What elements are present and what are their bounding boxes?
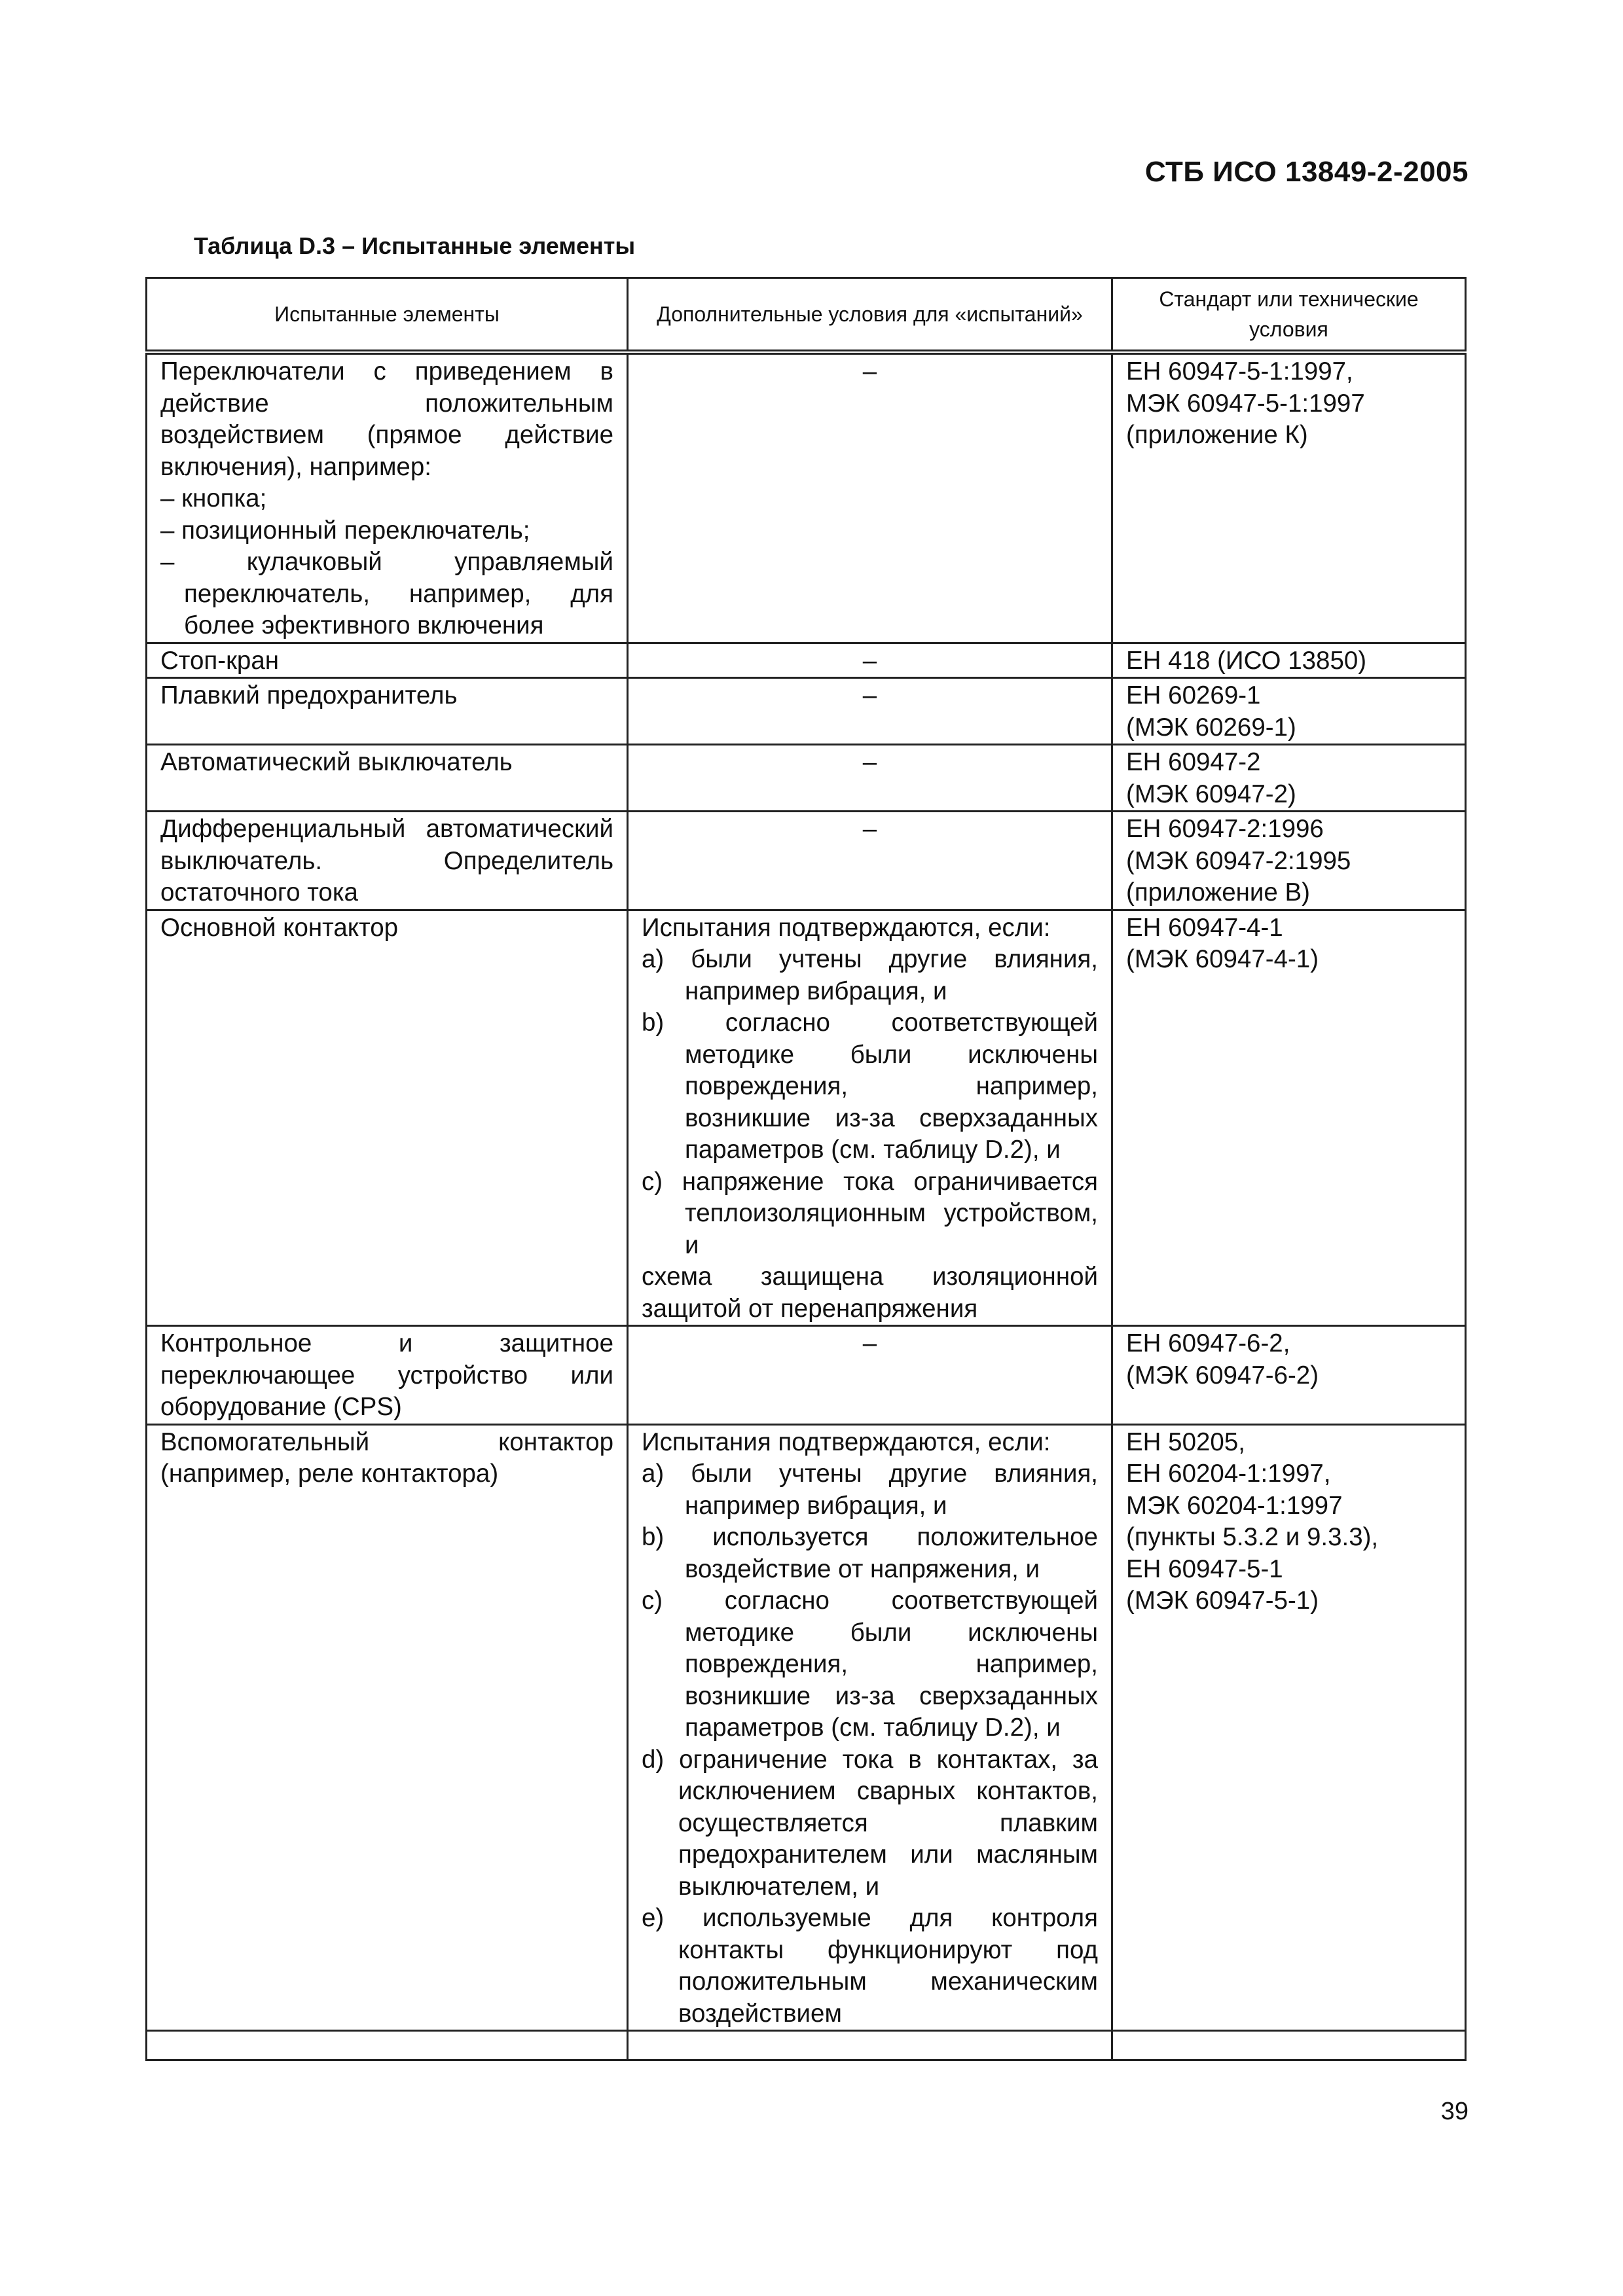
standard-cell [1112, 812, 1466, 910]
standard-line: ЕН 60947-5-1 [1126, 1554, 1283, 1583]
condition-item: c) согласно соответствующей методике были исключены повреждения, например, возникшие из-за сверхзаданных параметров (см. таблицу D.2), и [642, 1587, 1098, 1742]
tested-elements-table [145, 277, 1467, 2061]
element-text: Дифференциальный автоматический выключатель. Определитель остаточного тока [160, 815, 613, 906]
standard-line: (МЭК 60947-2) [1126, 780, 1296, 808]
document-code: СТБ ИСО 13849-2-2005 [1144, 156, 1468, 188]
table-row [147, 352, 1466, 643]
element-text: Плавкий предохранитель [160, 681, 458, 709]
standard-line: МЭК 60204-1:1997 [1126, 1491, 1343, 1520]
empty-cell [147, 2031, 628, 2060]
standard-line: ЕН 60947-4-1 [1126, 913, 1283, 942]
standard-cell [1112, 745, 1466, 812]
element-text: Вспомогательный контактор (например, реле контактора) [160, 1427, 613, 1488]
element-cell [147, 812, 628, 910]
condition-item: b) согласно соответствующей методике были исключены повреждения, например, возникшие из-за сверхзаданных параметров (см. таблицу D.2), и [642, 1009, 1098, 1164]
standard-cell [1112, 1424, 1466, 2031]
element-text: Переключатели с приведением в действие положительным воздействием (прямое действие включения), например: [160, 357, 613, 481]
standard-line: (МЭК 60947-4-1) [1126, 945, 1319, 973]
standard-line: ЕН 60947-5-1:1997, [1126, 357, 1353, 386]
standard-cell [1112, 678, 1466, 745]
condition-intro: Испытания подтверждаются, если: [642, 1427, 1051, 1456]
standard-line: ЕН 60204-1:1997, [1126, 1460, 1331, 1488]
standard-line: (пункты 5.3.2 и 9.3.3), [1126, 1523, 1379, 1551]
standard-cell [1112, 643, 1466, 678]
empty-cell [1112, 2031, 1466, 2060]
column-header-conditions: Дополнительные условия для «испытаний» [628, 278, 1112, 353]
standard-line: (МЭК 60947-6-2) [1126, 1361, 1319, 1390]
page-number: 39 [1440, 2098, 1468, 2125]
standard-line: (приложение К) [1126, 421, 1308, 449]
element-cell [147, 643, 628, 678]
condition-intro: Испытания подтверждаются, если: [642, 913, 1051, 942]
condition-note: схема защищена изоляционной защитой от перенапряжения [642, 1263, 1098, 1323]
element-list-item: – позиционный переключатель; [160, 516, 530, 545]
element-text: Основной контактор [160, 913, 399, 942]
table-frame [145, 277, 1465, 2037]
standard-cell [1112, 1326, 1466, 1425]
table-row [147, 1326, 1466, 1425]
standard-line: ЕН 60269-1 [1126, 681, 1261, 709]
conditions-cell [628, 1424, 1112, 2031]
standard-line: (МЭК 60947-2:1995 [1126, 846, 1351, 875]
standard-line: ЕН 60947-2:1996 [1126, 815, 1324, 843]
table-title: Таблица D.3 – Испытанные элементы [194, 232, 636, 259]
table-row [147, 745, 1466, 812]
element-list-item: – кнопка; [160, 484, 267, 512]
element-text: Стоп-кран [160, 646, 280, 675]
column-header-standard: Стандарт или технические условия [1112, 278, 1466, 353]
table-header-row [147, 278, 1466, 353]
element-cell [147, 678, 628, 745]
conditions-cell: – [628, 1326, 1112, 1425]
condition-item: c) напряжение тока ограничивается теплоизоляционным устройством, и [642, 1167, 1098, 1259]
conditions-cell: – [628, 352, 1112, 643]
standard-line: МЭК 60947-5-1:1997 [1126, 389, 1365, 418]
standard-line: ЕН 50205, [1126, 1427, 1245, 1456]
table-row [147, 1424, 1466, 2031]
element-cell [147, 1326, 628, 1425]
table-row-continuation [147, 2031, 1466, 2060]
element-cell [147, 910, 628, 1326]
standard-line: ЕН 60947-6-2, [1126, 1329, 1290, 1357]
element-list-item: – кулачковый управляемый переключатель, например, для более эфективного включения [160, 548, 613, 639]
element-cell [147, 1424, 628, 2031]
conditions-cell: – [628, 745, 1112, 812]
conditions-cell: – [628, 678, 1112, 745]
standard-line: (МЭК 60269-1) [1126, 713, 1296, 742]
standard-line: ЕН 60947-2 [1126, 748, 1261, 776]
table-row [147, 812, 1466, 910]
conditions-cell: – [628, 643, 1112, 678]
conditions-cell: – [628, 812, 1112, 910]
element-text: Контрольное и защитное переключающее устройство или оборудование (CPS) [160, 1329, 613, 1421]
element-cell [147, 745, 628, 812]
standard-line: ЕН 418 (ИСО 13850) [1126, 646, 1367, 675]
element-text: Автоматический выключатель [160, 748, 513, 776]
standard-cell [1112, 910, 1466, 1326]
conditions-cell [628, 910, 1112, 1326]
table-row [147, 910, 1466, 1326]
empty-cell [628, 2031, 1112, 2060]
condition-item: d) ограничение тока в контактах, за исключением сварных контактов, осуществляется плавким предохранителем или масляным выключателем, и [642, 1745, 1098, 1901]
condition-item: e) используемые для контроля контакты функционируют под положительным механическим воздействием [642, 1904, 1098, 2028]
standard-line: (МЭК 60947-5-1) [1126, 1587, 1319, 1615]
condition-item: a) были учтены другие влияния, например вибрация, и [642, 945, 1098, 1005]
standard-cell [1112, 352, 1466, 643]
column-header-elements: Испытанные элементы [147, 278, 628, 353]
standard-line: (приложение В) [1126, 878, 1311, 906]
condition-item: a) были учтены другие влияния, например вибрация, и [642, 1460, 1098, 1520]
element-cell [147, 352, 628, 643]
table-row [147, 643, 1466, 678]
table-row [147, 678, 1466, 745]
condition-item: b) используется положительное воздействие от напряжения, и [642, 1523, 1098, 1583]
